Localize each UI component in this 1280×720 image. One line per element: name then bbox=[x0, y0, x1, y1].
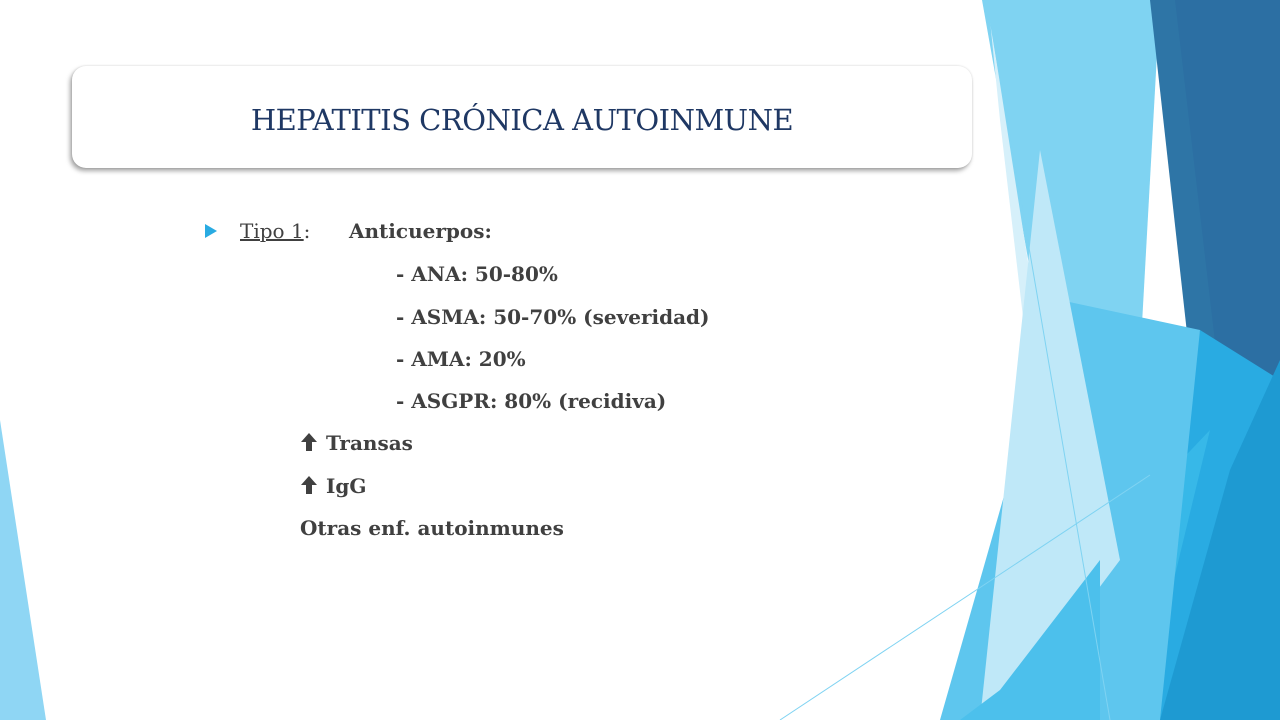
antibody-ana: - ANA: 50-80% bbox=[396, 262, 558, 286]
antibody-ama: - AMA: 20% bbox=[396, 347, 526, 371]
up-arrow-icon bbox=[300, 475, 318, 495]
increase-row-transas bbox=[300, 431, 413, 455]
increase-row-igg bbox=[300, 474, 366, 498]
antibody-asgpr: - ASGPR: 80% (recidiva) bbox=[396, 389, 667, 413]
slide-title: HEPATITIS CRÓNICA AUTOINMUNE bbox=[250, 103, 794, 137]
triangle-bullet-icon bbox=[205, 224, 217, 238]
type-row bbox=[240, 219, 310, 243]
antibodies-label: Anticuerpos: bbox=[349, 219, 492, 243]
increase-transas: Transas bbox=[326, 431, 413, 455]
up-arrow-icon bbox=[300, 432, 318, 452]
type-colon: : bbox=[303, 219, 311, 243]
increase-igg: IgG bbox=[326, 474, 367, 498]
type-label: Tipo 1 bbox=[240, 219, 304, 243]
antibody-asma: - ASMA: 50-70% (severidad) bbox=[396, 305, 710, 329]
other-autoimmune: Otras enf. autoinmunes bbox=[300, 516, 564, 540]
